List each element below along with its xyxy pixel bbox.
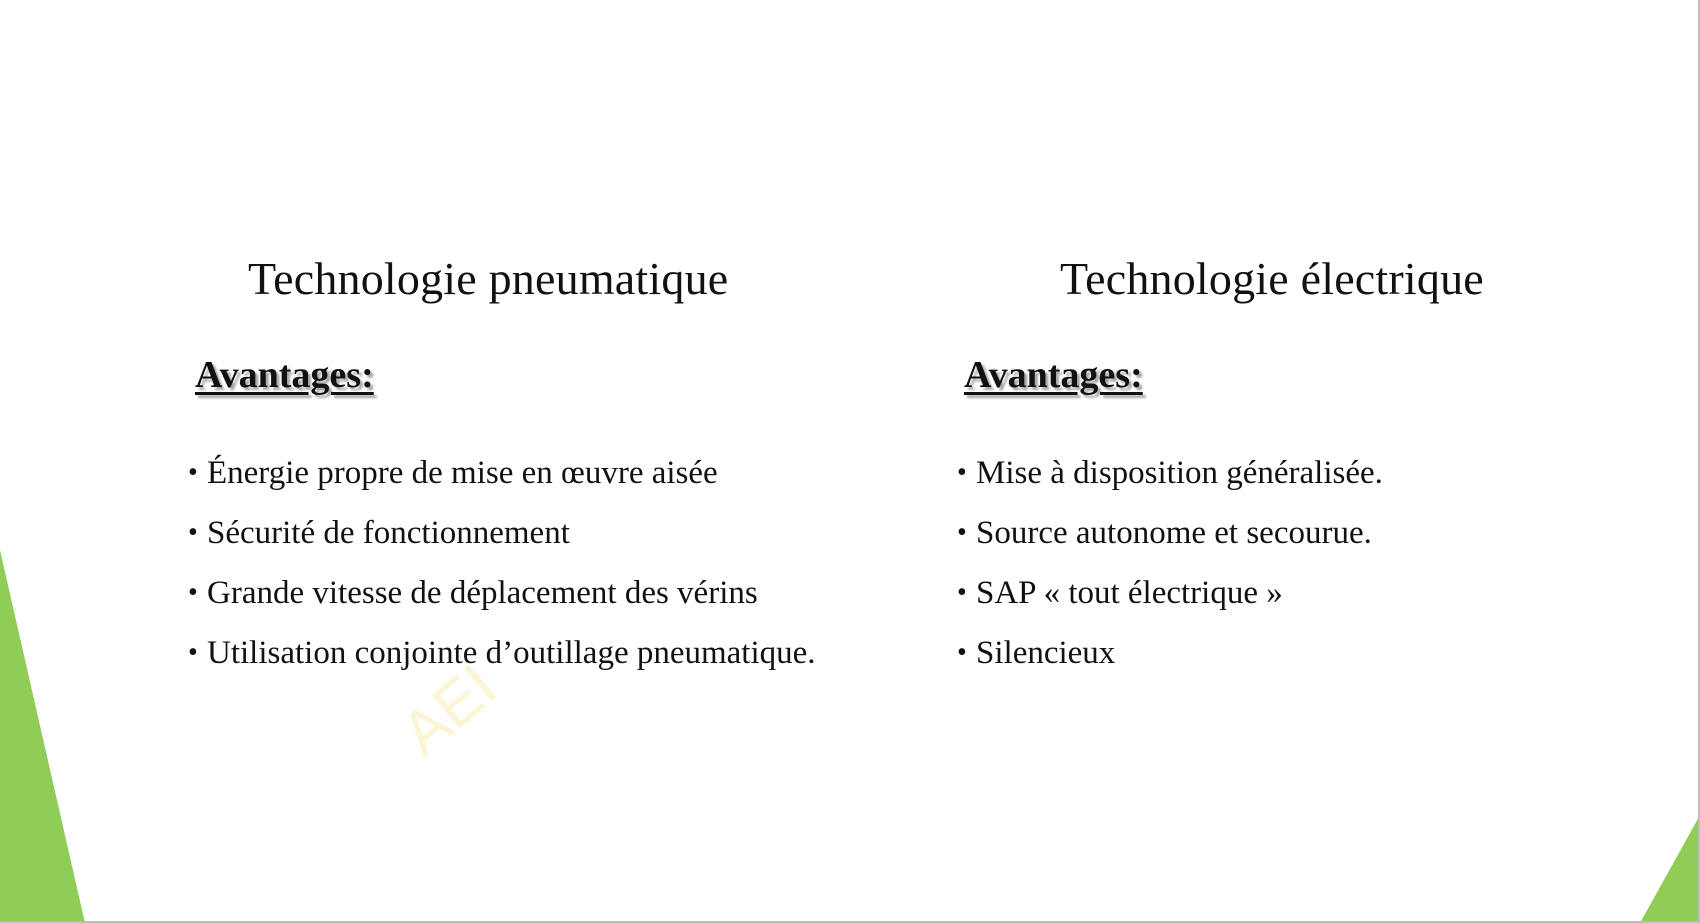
list-item xyxy=(188,450,816,510)
list-item-text: Utilisation conjointe d’outillage pneumatique. xyxy=(207,635,816,671)
list-item-text: Silencieux xyxy=(976,635,1116,671)
watermark: AEI xyxy=(388,651,510,769)
pneumatic-advantages-list xyxy=(188,450,816,690)
bullet-icon: • xyxy=(188,457,198,488)
pneumatic-advantages-heading: Avantages: xyxy=(195,354,374,396)
list-item xyxy=(957,510,1383,570)
bullet-icon: • xyxy=(957,577,967,608)
bullet-icon: • xyxy=(957,457,967,488)
list-item xyxy=(957,630,1383,690)
electric-advantages-list xyxy=(957,450,1383,690)
list-item-text: Grande vitesse de déplacement des vérins xyxy=(207,575,758,611)
electric-title: Technologie électrique xyxy=(1060,253,1484,304)
list-item xyxy=(957,570,1383,630)
list-item-text: Mise à disposition généralisée. xyxy=(976,455,1383,491)
list-item xyxy=(188,630,816,690)
right-green-triangle xyxy=(1640,815,1700,923)
list-item xyxy=(188,570,816,630)
pneumatic-title: Technologie pneumatique xyxy=(248,253,729,304)
bullet-icon: • xyxy=(957,517,967,548)
left-green-triangle xyxy=(0,550,85,923)
list-item xyxy=(188,510,816,570)
list-item xyxy=(957,450,1383,510)
list-item-text: Sécurité de fonctionnement xyxy=(207,515,570,551)
bullet-icon: • xyxy=(188,637,198,668)
bullet-icon: • xyxy=(957,637,967,668)
list-item-text: Énergie propre de mise en œuvre aisée xyxy=(207,455,718,491)
electric-advantages-heading: Avantages: xyxy=(964,354,1143,396)
list-item-text: Source autonome et secourue. xyxy=(976,515,1372,551)
list-item-text: SAP « tout électrique » xyxy=(976,575,1283,611)
bullet-icon: • xyxy=(188,577,198,608)
bullet-icon: • xyxy=(188,517,198,548)
